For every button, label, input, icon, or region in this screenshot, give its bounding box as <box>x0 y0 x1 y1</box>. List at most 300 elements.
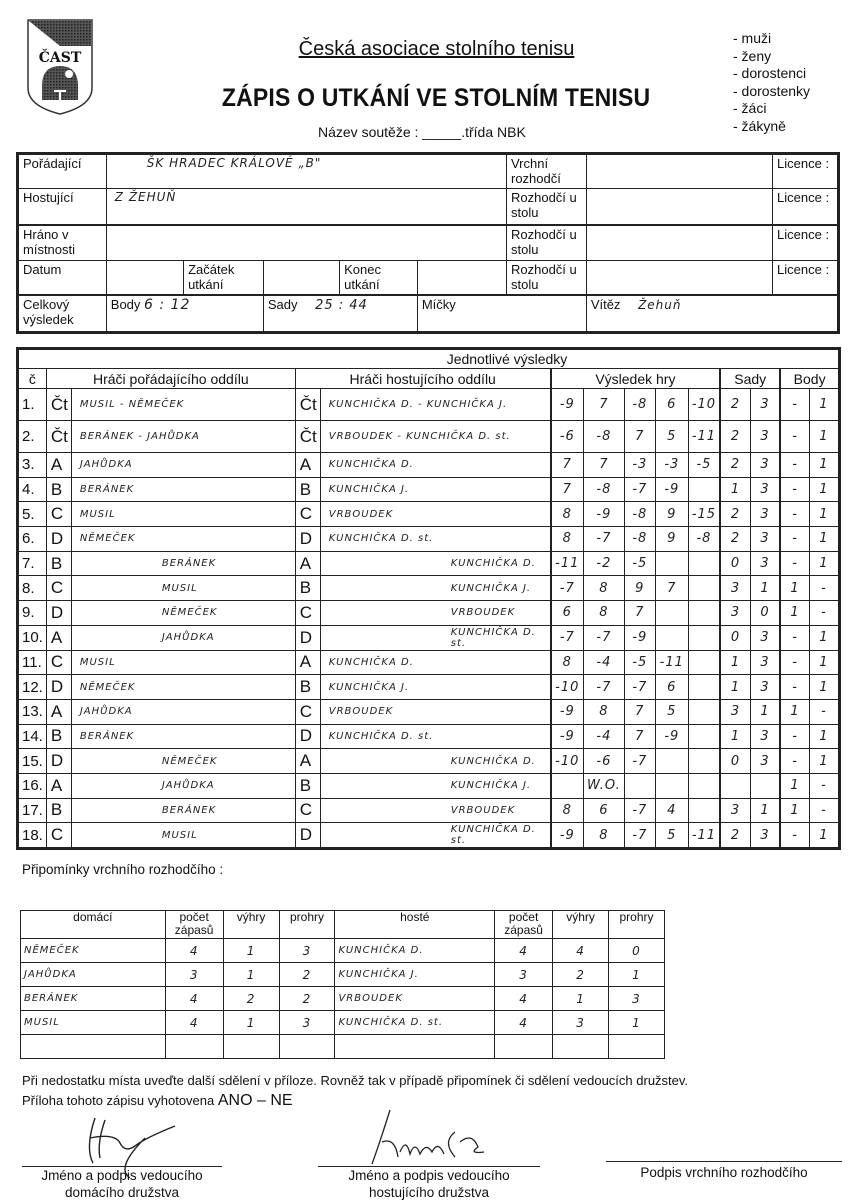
sets-score[interactable]: 2 <box>720 823 750 848</box>
home-wins[interactable]: 2 <box>223 987 279 1011</box>
game-score[interactable]: -3 <box>624 453 655 478</box>
away-matches[interactable]: 4 <box>495 1011 553 1035</box>
game-score[interactable]: -7 <box>583 527 624 552</box>
points-score[interactable]: - <box>780 421 809 453</box>
points-score[interactable]: - <box>809 699 838 724</box>
points-score[interactable]: 1 <box>809 823 838 848</box>
home-player-name[interactable]: BERÁNEK - JAHŮDKA <box>71 421 295 453</box>
game-score[interactable]: -9 <box>551 823 584 848</box>
points-score[interactable]: 1 <box>809 477 838 502</box>
home-player-name[interactable]: MUSIL <box>71 502 295 527</box>
home-player-code: C <box>46 823 71 848</box>
game-score[interactable] <box>688 798 720 823</box>
game-score[interactable]: -7 <box>624 675 655 700</box>
game-score[interactable]: -8 <box>624 527 655 552</box>
sets-score[interactable]: 1 <box>750 798 780 823</box>
game-score[interactable]: -9 <box>624 625 655 650</box>
game-score[interactable] <box>688 773 720 798</box>
results-title: Jednotlivé výsledky <box>19 350 839 369</box>
game-score[interactable] <box>688 650 720 675</box>
game-score[interactable]: 8 <box>583 601 624 626</box>
game-score[interactable]: 7 <box>655 576 688 601</box>
game-score[interactable]: -5 <box>624 551 655 576</box>
referee-label: Rozhodčí u stolu <box>506 260 586 295</box>
points-score[interactable]: 1 <box>809 502 838 527</box>
points-score[interactable]: - <box>809 576 838 601</box>
points-score[interactable]: 1 <box>809 625 838 650</box>
home-losses[interactable]: 3 <box>279 1011 335 1035</box>
category-item: - žáci <box>733 100 767 117</box>
points-score[interactable]: - <box>809 773 838 798</box>
points-score[interactable]: - <box>780 551 809 576</box>
home-player-name[interactable]: MUSIL <box>71 823 295 848</box>
away-player-code: B <box>295 675 320 700</box>
sets-score[interactable]: 3 <box>750 389 780 421</box>
game-score[interactable]: -9 <box>655 724 688 749</box>
home-player-code: A <box>46 625 71 650</box>
home-player-name[interactable]: BERÁNEK <box>71 551 295 576</box>
points-score[interactable]: - <box>809 798 838 823</box>
home-player-name[interactable]: NĚMEČEK <box>71 675 295 700</box>
away-player-name[interactable]: VRBOUDEK <box>320 601 550 626</box>
game-score[interactable] <box>688 601 720 626</box>
away-player-name[interactable]: KUNCHIČKA J. <box>320 576 550 601</box>
home-losses[interactable] <box>279 1035 335 1059</box>
sets-score[interactable]: 3 <box>750 421 780 453</box>
home-losses[interactable]: 2 <box>279 987 335 1011</box>
points-score[interactable]: - <box>780 477 809 502</box>
home-matches[interactable]: 4 <box>165 939 223 963</box>
result-row <box>19 724 839 749</box>
game-score[interactable]: -7 <box>551 576 584 601</box>
away-player-code: C <box>295 601 320 626</box>
sets-score[interactable] <box>750 773 780 798</box>
game-score[interactable] <box>688 477 720 502</box>
away-losses[interactable] <box>609 1035 665 1059</box>
game-score[interactable]: -11 <box>655 650 688 675</box>
sets-score[interactable]: 1 <box>750 699 780 724</box>
home-matches[interactable] <box>165 1035 223 1059</box>
home-player[interactable]: MUSIL <box>21 1011 166 1035</box>
points-score[interactable]: 1 <box>780 601 809 626</box>
game-score[interactable]: -7 <box>551 625 584 650</box>
competition-name <box>318 124 526 140</box>
away-matches[interactable]: 4 <box>495 987 553 1011</box>
home-player-name[interactable]: JAHŮDKA <box>71 625 295 650</box>
game-score[interactable]: 8 <box>551 527 584 552</box>
game-score[interactable]: 6 <box>583 798 624 823</box>
away-player[interactable]: VRBOUDEK <box>335 987 495 1011</box>
away-player-name[interactable]: KUNCHIČKA D. st. <box>320 527 550 552</box>
away-signature-label <box>318 1167 540 1201</box>
points-score[interactable]: 1 <box>809 551 838 576</box>
date-field[interactable] <box>106 260 183 295</box>
results-table <box>16 347 841 850</box>
match-number: 1. <box>19 389 47 421</box>
result-row <box>19 502 839 527</box>
points-score[interactable]: - <box>780 389 809 421</box>
sets-score[interactable]: 1 <box>720 650 750 675</box>
category-item: - ženy <box>733 47 772 64</box>
competition-value: .třída NBK <box>461 124 526 140</box>
game-score[interactable]: 8 <box>551 502 584 527</box>
game-score[interactable] <box>655 551 688 576</box>
start-field[interactable] <box>263 260 339 295</box>
game-score[interactable]: -4 <box>583 724 624 749</box>
points-value[interactable]: 6 : 12 <box>144 297 191 314</box>
points-score[interactable]: - <box>780 625 809 650</box>
home-wins[interactable] <box>223 1035 279 1059</box>
points-score[interactable]: 1 <box>780 576 809 601</box>
points-score[interactable]: - <box>780 724 809 749</box>
home-player-name[interactable]: BERÁNEK <box>71 798 295 823</box>
game-score[interactable]: 7 <box>624 421 655 453</box>
home-player-code: A <box>46 773 71 798</box>
game-score[interactable]: 9 <box>655 527 688 552</box>
away-wins[interactable]: 4 <box>553 939 609 963</box>
game-score[interactable]: -9 <box>551 699 584 724</box>
game-score[interactable]: 7 <box>624 601 655 626</box>
home-player[interactable]: NĚMEČEK <box>21 939 166 963</box>
home-player-name[interactable]: MUSIL <box>71 576 295 601</box>
away-player-name[interactable]: KUNCHIČKA D. st. <box>320 724 550 749</box>
home-player-name[interactable]: JAHŮDKA <box>71 453 295 478</box>
game-score[interactable]: -8 <box>583 477 624 502</box>
away-player-code: A <box>295 749 320 774</box>
home-signature-label-line1: Jméno a podpis vedoucího <box>41 1168 203 1183</box>
game-score[interactable]: -4 <box>583 650 624 675</box>
points-score[interactable]: - <box>809 601 838 626</box>
sets-score[interactable]: 2 <box>720 527 750 552</box>
sets-score[interactable]: 3 <box>750 650 780 675</box>
summary-row <box>21 987 665 1011</box>
referee-signature-label: Podpis vrchního rozhodčího <box>640 1165 808 1180</box>
away-player-name[interactable]: VRBOUDEK <box>320 798 550 823</box>
game-score[interactable]: 6 <box>655 675 688 700</box>
game-score[interactable]: -6 <box>583 749 624 774</box>
sets-score[interactable]: 2 <box>720 502 750 527</box>
sets-score[interactable]: 2 <box>720 453 750 478</box>
game-score[interactable]: 7 <box>624 724 655 749</box>
points-score[interactable]: - <box>780 527 809 552</box>
away-losses[interactable]: 0 <box>609 939 665 963</box>
result-row <box>19 675 839 700</box>
sets-value[interactable]: 25 : 44 <box>315 298 368 314</box>
game-score[interactable] <box>655 773 688 798</box>
result-row <box>19 749 839 774</box>
home-matches[interactable]: 4 <box>165 987 223 1011</box>
game-score[interactable]: -8 <box>624 502 655 527</box>
points-score[interactable]: - <box>780 823 809 848</box>
game-score[interactable]: 7 <box>624 699 655 724</box>
game-score[interactable]: -5 <box>688 453 720 478</box>
game-score[interactable]: -3 <box>655 453 688 478</box>
game-score[interactable]: -8 <box>583 421 624 453</box>
away-player-name[interactable]: VRBOUDEK <box>320 502 550 527</box>
away-matches[interactable]: 3 <box>495 963 553 987</box>
away-player[interactable]: KUNCHIČKA D. <box>335 939 495 963</box>
home-player-name[interactable]: NĚMEČEK <box>71 601 295 626</box>
sets-score[interactable]: 3 <box>750 724 780 749</box>
home-player-name[interactable]: JAHŮDKA <box>71 699 295 724</box>
away-player-code: Čt <box>295 389 320 421</box>
game-score[interactable]: 9 <box>624 576 655 601</box>
home-player-name[interactable]: MUSIL - NĚMEČEK <box>71 389 295 421</box>
game-score[interactable]: -9 <box>583 502 624 527</box>
game-score[interactable] <box>688 724 720 749</box>
game-score[interactable] <box>688 625 720 650</box>
home-player-name[interactable]: NĚMEČEK <box>71 749 295 774</box>
home-losses[interactable]: 3 <box>279 939 335 963</box>
points-score[interactable]: 1 <box>809 650 838 675</box>
sets-score[interactable]: 2 <box>720 389 750 421</box>
away-player-name[interactable]: KUNCHIČKA D. st. <box>320 823 550 848</box>
referee-field[interactable] <box>586 155 772 189</box>
category-item: - žákyně <box>733 117 786 134</box>
away-player-name[interactable]: KUNCHIČKA D. <box>320 749 550 774</box>
away-losses[interactable]: 1 <box>609 1011 665 1035</box>
host-field[interactable]: Z ŽEHUŇ <box>106 189 506 225</box>
game-score[interactable]: -7 <box>624 749 655 774</box>
away-matches[interactable] <box>495 1035 553 1059</box>
sets-score[interactable]: 0 <box>750 601 780 626</box>
game-score[interactable] <box>655 601 688 626</box>
home-wins[interactable]: 1 <box>223 963 279 987</box>
game-score[interactable]: -9 <box>551 389 584 421</box>
game-score[interactable]: 7 <box>583 453 624 478</box>
game-score[interactable]: -9 <box>655 477 688 502</box>
match-info-table <box>16 152 840 334</box>
sets-score[interactable]: 3 <box>750 823 780 848</box>
game-score[interactable]: W.O. <box>583 773 624 798</box>
sets-score[interactable]: 0 <box>720 551 750 576</box>
home-wins[interactable]: 1 <box>223 939 279 963</box>
venue-field[interactable] <box>106 225 506 260</box>
points-score[interactable]: 1 <box>809 421 838 453</box>
game-score[interactable]: -7 <box>624 823 655 848</box>
total-label: Celkový výsledek <box>19 295 107 331</box>
away-wins[interactable]: 1 <box>553 987 609 1011</box>
game-score[interactable]: -6 <box>551 421 584 453</box>
away-player-name[interactable]: VRBOUDEK <box>320 699 550 724</box>
sets-score[interactable]: 1 <box>720 675 750 700</box>
game-score[interactable]: -9 <box>551 724 584 749</box>
points-score[interactable]: 1 <box>809 749 838 774</box>
summary-header: počet zápasů <box>495 911 553 939</box>
game-score[interactable]: 8 <box>583 699 624 724</box>
away-player-code: A <box>295 650 320 675</box>
sets-score[interactable]: 3 <box>750 749 780 774</box>
points-score[interactable]: 1 <box>780 699 809 724</box>
game-score[interactable]: -7 <box>583 625 624 650</box>
points-score[interactable]: 1 <box>809 453 838 478</box>
sets-score[interactable]: 1 <box>720 724 750 749</box>
away-matches[interactable]: 4 <box>495 939 553 963</box>
game-score[interactable]: -8 <box>688 527 720 552</box>
game-score[interactable]: -11 <box>551 551 584 576</box>
game-score[interactable]: -10 <box>551 675 584 700</box>
home-player[interactable]: JAHŮDKA <box>21 963 166 987</box>
away-player-name[interactable]: KUNCHIČKA D. <box>320 453 550 478</box>
game-score[interactable]: -7 <box>624 798 655 823</box>
game-score[interactable]: -10 <box>551 749 584 774</box>
home-player-name[interactable]: NĚMEČEK <box>71 527 295 552</box>
game-score[interactable]: 4 <box>655 798 688 823</box>
game-score[interactable]: -5 <box>624 650 655 675</box>
away-wins[interactable]: 2 <box>553 963 609 987</box>
game-score[interactable]: 8 <box>551 798 584 823</box>
license-label: Licence : <box>773 155 838 189</box>
away-player-name[interactable]: KUNCHIČKA D. st. <box>320 625 550 650</box>
home-player-code: D <box>46 527 71 552</box>
home-player[interactable]: BERÁNEK <box>21 987 166 1011</box>
game-score[interactable]: -2 <box>583 551 624 576</box>
sets-score[interactable]: 3 <box>720 576 750 601</box>
svg-text:ČAST: ČAST <box>38 50 82 66</box>
referee-field[interactable] <box>586 225 772 260</box>
sets-score[interactable]: 3 <box>750 625 780 650</box>
away-player-name[interactable]: KUNCHIČKA J. <box>320 675 550 700</box>
game-score[interactable]: -15 <box>688 502 720 527</box>
away-player-name[interactable]: KUNCHIČKA J. <box>320 773 550 798</box>
game-score[interactable]: 7 <box>551 453 584 478</box>
game-score[interactable]: 7 <box>583 389 624 421</box>
game-score[interactable]: 6 <box>551 601 584 626</box>
sets-score[interactable]: 0 <box>720 625 750 650</box>
home-player-name[interactable]: JAHŮDKA <box>71 773 295 798</box>
game-score[interactable] <box>688 749 720 774</box>
sets-score[interactable]: 3 <box>720 798 750 823</box>
game-score[interactable]: -8 <box>624 389 655 421</box>
game-score[interactable] <box>551 773 584 798</box>
game-score[interactable]: 6 <box>655 389 688 421</box>
away-player-code: B <box>295 576 320 601</box>
sets-score[interactable]: 1 <box>750 576 780 601</box>
result-row <box>19 453 839 478</box>
game-score[interactable]: -11 <box>688 823 720 848</box>
away-player[interactable] <box>335 1035 495 1059</box>
sets-score[interactable]: 3 <box>720 699 750 724</box>
match-number: 17. <box>19 798 47 823</box>
away-player-name[interactable]: KUNCHIČKA D. <box>320 650 550 675</box>
game-score[interactable]: 9 <box>655 502 688 527</box>
home-losses[interactable]: 2 <box>279 963 335 987</box>
home-player[interactable] <box>21 1035 166 1059</box>
remarks-label: Připomínky vrchního rozhodčího : <box>22 862 224 877</box>
game-score[interactable] <box>688 551 720 576</box>
points-score[interactable]: 1 <box>780 773 809 798</box>
home-player-name[interactable]: BERÁNEK <box>71 477 295 502</box>
points-score[interactable]: 1 <box>780 798 809 823</box>
away-player[interactable]: KUNCHIČKA D. st. <box>335 1011 495 1035</box>
points-score[interactable]: 1 <box>809 675 838 700</box>
sets-score[interactable]: 3 <box>750 527 780 552</box>
referee-field[interactable] <box>586 260 772 295</box>
points-score[interactable]: 1 <box>809 389 838 421</box>
points-score[interactable]: - <box>780 502 809 527</box>
venue-label: Hráno v místnosti <box>19 225 107 260</box>
points-score[interactable]: - <box>780 453 809 478</box>
points-score[interactable]: 1 <box>809 724 838 749</box>
game-score[interactable]: 5 <box>655 421 688 453</box>
game-score[interactable]: 5 <box>655 699 688 724</box>
points-label: Body <box>110 297 141 313</box>
game-score[interactable]: -10 <box>688 389 720 421</box>
home-player-name[interactable]: BERÁNEK <box>71 724 295 749</box>
referee-signature-line[interactable] <box>606 1161 842 1162</box>
away-player[interactable]: KUNCHIČKA J. <box>335 963 495 987</box>
away-losses[interactable]: 1 <box>609 963 665 987</box>
game-score[interactable]: 8 <box>551 650 584 675</box>
sets-score[interactable]: 1 <box>720 477 750 502</box>
game-score[interactable]: 8 <box>583 823 624 848</box>
away-wins[interactable]: 3 <box>553 1011 609 1035</box>
referee-field[interactable] <box>586 189 772 225</box>
away-player-code: B <box>295 773 320 798</box>
game-score[interactable]: -7 <box>583 675 624 700</box>
game-score[interactable]: -11 <box>688 421 720 453</box>
sets-score[interactable]: 3 <box>750 477 780 502</box>
points-score[interactable]: - <box>780 749 809 774</box>
away-player-name[interactable]: KUNCHIČKA D. <box>320 551 550 576</box>
game-score[interactable]: -7 <box>624 477 655 502</box>
game-score[interactable] <box>624 773 655 798</box>
result-row <box>19 798 839 823</box>
summary-row <box>21 1011 665 1035</box>
game-score[interactable] <box>688 699 720 724</box>
points-score[interactable]: 1 <box>809 527 838 552</box>
game-score[interactable]: 7 <box>551 477 584 502</box>
home-player-code: Čt <box>46 421 71 453</box>
sets-score[interactable]: 2 <box>720 421 750 453</box>
game-score[interactable] <box>688 675 720 700</box>
home-matches[interactable]: 3 <box>165 963 223 987</box>
winner-value[interactable]: Žehuň <box>638 298 682 313</box>
end-field[interactable] <box>417 260 506 295</box>
attachment-choice[interactable]: ANO – NE <box>217 1092 293 1109</box>
sets-score[interactable]: 3 <box>750 453 780 478</box>
away-player-code: D <box>295 625 320 650</box>
organizer-field[interactable]: ŠK HRADEC KRÁLOVÉ „B" <box>106 155 506 189</box>
sets-score[interactable] <box>720 773 750 798</box>
home-player-code: D <box>46 675 71 700</box>
away-player-name[interactable]: KUNCHIČKA J. <box>320 477 550 502</box>
away-wins[interactable] <box>553 1035 609 1059</box>
game-score[interactable]: 8 <box>583 576 624 601</box>
away-player-name[interactable]: KUNCHIČKA D. - KUNCHIČKA J. <box>320 389 550 421</box>
date-label: Datum <box>19 260 107 295</box>
away-losses[interactable]: 3 <box>609 987 665 1011</box>
home-player-name[interactable]: MUSIL <box>71 650 295 675</box>
sets-score[interactable]: 3 <box>750 502 780 527</box>
home-matches[interactable]: 4 <box>165 1011 223 1035</box>
sets-score[interactable]: 3 <box>750 551 780 576</box>
game-score[interactable] <box>655 625 688 650</box>
match-number: 5. <box>19 502 47 527</box>
game-score[interactable] <box>688 576 720 601</box>
away-player-code: D <box>295 823 320 848</box>
away-player-name[interactable]: VRBOUDEK - KUNCHIČKA D. st. <box>320 421 550 453</box>
points-score[interactable]: - <box>780 650 809 675</box>
sets-score[interactable]: 3 <box>720 601 750 626</box>
game-score[interactable]: 5 <box>655 823 688 848</box>
points-score[interactable]: - <box>780 675 809 700</box>
sets-score[interactable]: 3 <box>750 675 780 700</box>
sets-score[interactable]: 0 <box>720 749 750 774</box>
home-wins[interactable]: 1 <box>223 1011 279 1035</box>
home-player-code: B <box>46 798 71 823</box>
game-score[interactable] <box>655 749 688 774</box>
